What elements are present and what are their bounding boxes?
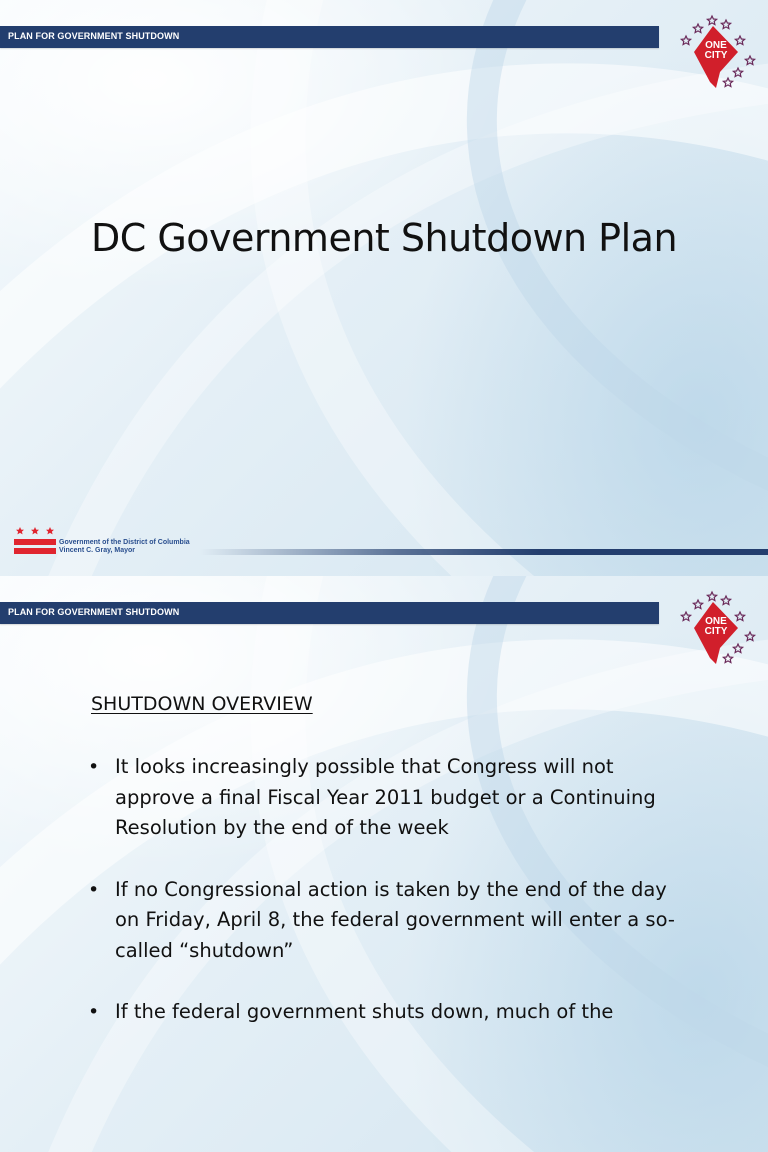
bullet-text: It looks increasingly possible that Congress will not approve a final Fiscal Year 2011 budget or a Continuing Resolution by the end of the week — [115, 755, 656, 839]
bullet-item — [88, 997, 678, 1028]
slide-2 — [0, 576, 768, 1152]
bullet-item — [88, 752, 678, 844]
bullet-text: If the federal government shuts down, much of the — [115, 1000, 614, 1023]
section-heading: SHUTDOWN OVERVIEW — [91, 693, 313, 715]
bullet-icon: • — [88, 878, 100, 901]
bullet-text: If no Congressional action is taken by the end of the day on Friday, April 8, the federal government will enter a so-called “shutdown” — [115, 877, 675, 962]
header-bar — [0, 602, 659, 624]
header-text: PLAN FOR GOVERNMENT SHUTDOWN — [8, 31, 180, 41]
government-footer — [59, 539, 190, 555]
header-text: PLAN FOR GOVERNMENT SHUTDOWN — [8, 607, 180, 617]
mayor-name: Vincent C. Gray, Mayor — [59, 547, 135, 554]
slide-title: DC Government Shutdown Plan — [90, 216, 678, 260]
one-city-logo — [676, 12, 760, 92]
government-name: Government of the District of Columbia — [59, 539, 190, 546]
bullet-item — [88, 875, 678, 967]
logo-line2: CITY — [704, 50, 728, 61]
bullet-list — [88, 752, 678, 1059]
dc-flag-icon — [14, 525, 56, 557]
bullet-icon: • — [88, 1001, 100, 1023]
logo-line1: ONE — [705, 40, 727, 51]
one-city-logo — [676, 588, 760, 668]
header-bar — [0, 26, 659, 48]
logo-line1: ONE — [705, 616, 727, 627]
bullet-icon: • — [88, 756, 100, 778]
footer-rule — [200, 549, 768, 555]
logo-line2: CITY — [704, 626, 728, 637]
